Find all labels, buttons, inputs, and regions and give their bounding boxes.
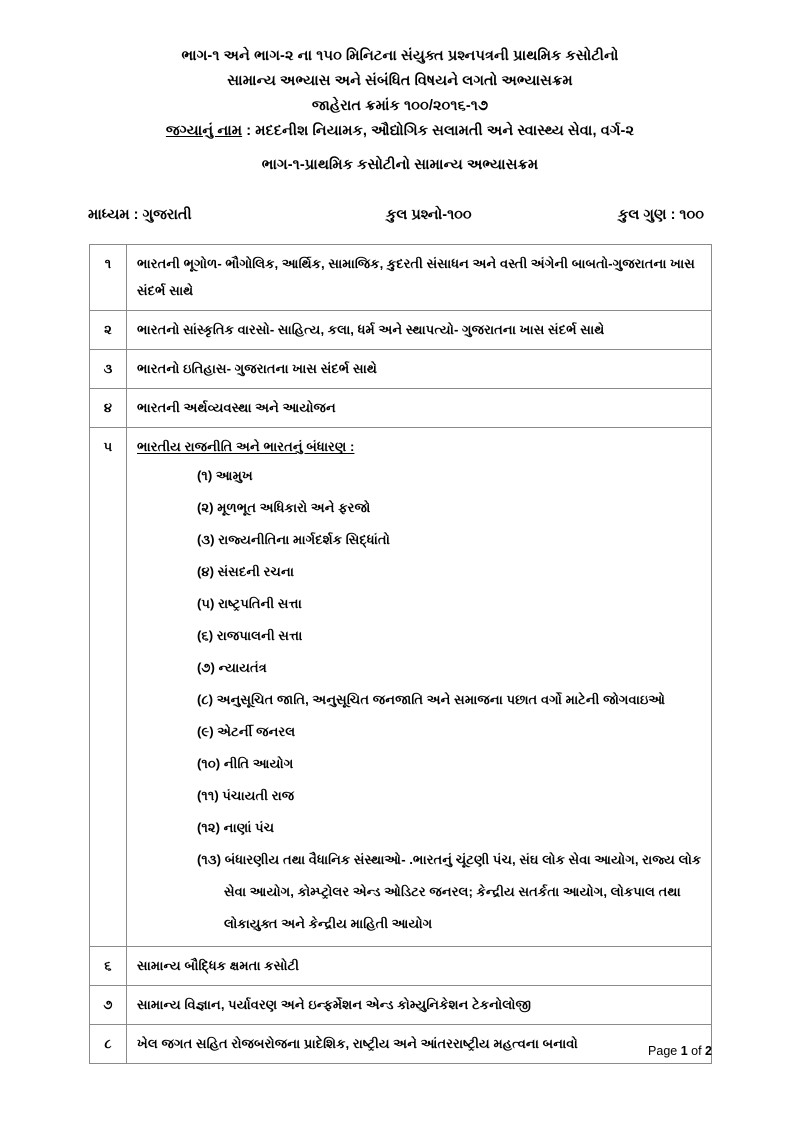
page-footer (0, 1044, 800, 1058)
row-topic-constitution (127, 428, 712, 947)
total-marks-label: કુલ ગુણ : ૧૦૦ (618, 207, 704, 223)
row-number: ૧ (90, 245, 127, 311)
list-item: (૧૩) બંધારણીય તથા વૈધાનિક સંસ્થાઓ- .ભારતનું ચૂંટણી પંચ, સંઘ લોક સેવા આયોગ, રાજ્ય લોક સેવા આયોગ, કોમ્પ્ટ્રોલર એન્ડ ઓડિટર જનરલ; કેન્દ્રીય સતર્કતા આયોગ, લોકપાલ તથા લોકાયુક્ત અને કેન્દ્રીય માહિતી આયોગ (197, 852, 702, 931)
medium-label: માધ્યમ : ગુજરાતી (88, 207, 192, 223)
list-item: (૨) મૂળભૂત અધિકારો અને ફરજો (197, 500, 371, 515)
footer-page-mid: of (687, 1044, 706, 1058)
post-name-value: : મદદનીશ નિયામક, ઔદ્યોગિક સલામતી અને સ્વાસ્થ્ય સેવા, વર્ગ-૨ (242, 123, 635, 139)
heading-line-1: ભાગ-૧ અને ભાગ-૨ ના ૧૫૦ મિનિટના સંયુક્ત પ્રશ્નપત્રની પ્રાથમિક કસોટીનો (181, 48, 619, 64)
document-header (88, 44, 712, 178)
row-number: ૭ (90, 986, 127, 1025)
row-number: ૨ (90, 311, 127, 350)
syllabus-table-body (90, 245, 712, 1064)
row-topic: ભારતની ભૂગોળ- ભૌગોલિક, આર્થિક, સામાજિક, કુદરતી સંસાધન અને વસ્તી અંગેની બાબતો-ગુજરાતના ખાસ સંદર્ભ સાથે (127, 245, 712, 311)
table-row (90, 428, 712, 947)
table-row (90, 947, 712, 986)
row-number: ૮ (90, 1025, 127, 1064)
row-topic: ભારતનો સાંસ્કૃતિક વારસો- સાહિત્ય, કલા, ધર્મ અને સ્થાપત્યો- ગુજરાતના ખાસ સંદર્ભ સાથે (127, 311, 712, 350)
table-row (90, 311, 712, 350)
list-item: (૩) રાજ્યનીતિના માર્ગદર્શક સિદ્ધાંતો (197, 532, 390, 547)
table-row (90, 350, 712, 389)
row-number: ૩ (90, 350, 127, 389)
advertisement-number-text: જાહેરાત ક્રમાંક ૧૦૦/૨૦૧૬-૧૭ (311, 98, 489, 114)
row-number: ૪ (90, 389, 127, 428)
row-number: ૫ (90, 428, 127, 947)
row-topic: સામાન્ય વિજ્ઞાન, પર્યાવરણ અને ઇન્ફર્મેશન એન્ડ કોમ્યુનિકેશન ટેકનોલોજી (127, 986, 712, 1025)
list-item: (૬) રાજપાલની સત્તા (197, 628, 303, 643)
table-row (90, 986, 712, 1025)
footer-page-prefix: Page (648, 1044, 681, 1058)
list-item: (૫) રાષ્ટ્રપતિની સત્તા (197, 596, 302, 611)
row-topic: સામાન્ય બૌદ્ધિક ક્ષમતા કસોટી (127, 947, 712, 986)
post-name-label: જગ્યાનું નામ (165, 123, 243, 139)
list-item: (૧૦) નીતિ આયોગ (197, 756, 294, 771)
section-title: ભાગ-૧-પ્રાથમિક કસોટીનો સામાન્ય અભ્યાસક્રમ (261, 157, 539, 173)
list-item: (૯) એટર્ની જનરલ (197, 724, 296, 739)
table-row (90, 389, 712, 428)
list-item: (૧) આમુખ (197, 468, 253, 483)
list-item: (૧૨) નાણાં પંચ (197, 820, 275, 835)
exam-meta-row (88, 207, 712, 223)
list-item: (૧૧) પંચાયતી રાજ (197, 788, 295, 803)
row-topic-title: ભારતીય રાજનીતિ અને ભારતનું બંધારણ : (137, 439, 355, 454)
post-name-line (88, 119, 712, 144)
constitution-subitem-list (137, 460, 704, 940)
row-number: ૬ (90, 947, 127, 986)
footer-page-total: 2 (705, 1044, 712, 1058)
list-item: (૭) ન્યાયતંત્ર (197, 660, 267, 675)
table-row (90, 245, 712, 311)
syllabus-table (89, 244, 712, 1064)
advertisement-number (88, 94, 712, 119)
list-item: (૮) અનુસૂચિત જાતિ, અનુસૂચિત જનજાતિ અને સમાજના પછાત વર્ગો માટેની જોગવાઇઓ (197, 692, 666, 707)
total-questions-label: કુલ પ્રશ્નો-૧૦૦ (386, 207, 472, 223)
row-topic: ખેલ જગત સહિત રોજબરોજના પ્રાદેશિક, રાષ્ટ્રીય અને આંતરરાષ્ટ્રીય મહત્વના બનાવો (127, 1025, 712, 1064)
row-topic: ભારતની અર્થવ્યવસ્થા અને આયોજન (127, 389, 712, 428)
heading-line-2: સામાન્ય અભ્યાસ અને સંબંધિત વિષયને લગતો અભ્યાસક્રમ (227, 73, 573, 89)
footer-page-current: 1 (680, 1044, 688, 1058)
list-item: (૪) સંસદની રચના (197, 564, 295, 579)
row-topic: ભારતનો ઇતિહાસ- ગુજરાતના ખાસ સંદર્ભ સાથે (127, 350, 712, 389)
